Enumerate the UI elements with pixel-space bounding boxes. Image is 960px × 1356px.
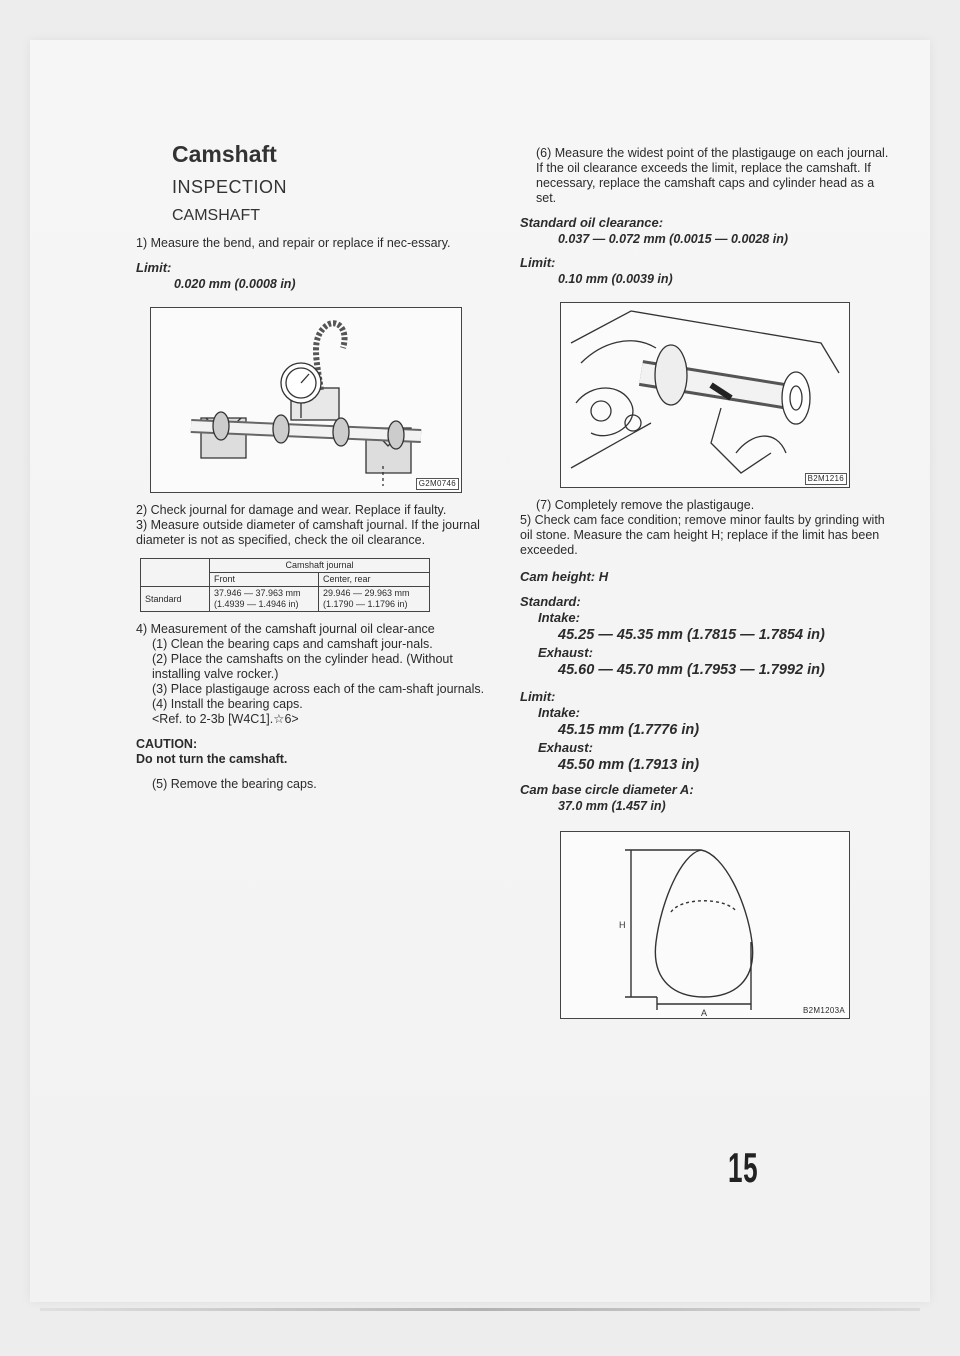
base-circle-label: Cam base circle diameter A: [520,782,694,797]
right-column [520,146,890,1019]
table-col-front: Front [210,573,319,587]
caution-text: Do not turn the camshaft. [136,752,288,766]
plastigauge-illustration [561,303,848,486]
caution-label: CAUTION: [136,737,198,751]
exhaust-limit-label: Exhaust: [538,740,593,755]
figure-code: B2M1203A [803,1006,845,1015]
exhaust-label: Exhaust: [538,645,593,660]
exhaust-limit: 45.50 mm (1.7913 in) [558,757,700,773]
figure-dial-gauge [150,307,462,493]
substep-2: (2) Place the camshafts on the cylinder head. (Without installing valve rocker.) [152,652,453,681]
table-row-label: Standard [141,587,210,612]
camshaft-heading: CAMSHAFT [172,207,260,224]
figure-code: G2M0746 [416,478,459,490]
step-5: 5) Check cam face condition; remove minor faults by grinding with oil stone. Measure the cam height H; replace if the limit has been exceeded. [520,513,885,557]
rear-in: (1.1790 — 1.1796 in) [323,599,408,609]
std-oil-clearance-value: 0.037 — 0.072 mm (0.0015 — 0.0028 in) [558,232,788,246]
standard-label: Standard: [520,594,581,609]
base-circle-value: 37.0 mm (1.457 in) [558,799,666,813]
bend-limit-value: 0.020 mm (0.0008 in) [174,277,296,291]
intake-standard: 45.25 — 45.35 mm (1.7815 — 1.7854 in) [558,627,825,643]
oil-clearance-limit-value: 0.10 mm (0.0039 in) [558,272,673,286]
substep-3: (3) Place plastigauge across each of the cam-shaft journals. [152,682,485,696]
table-cell-front [210,587,319,612]
substep-5: (5) Remove the bearing caps. [152,777,317,791]
intake-label: Intake: [538,610,580,625]
cam-limit-label: Limit: [520,689,556,704]
cam-profile-diagram [561,832,848,1017]
table-header: Camshaft journal [210,559,430,573]
table-cell-rear [319,587,430,612]
intake-limit-label: Intake: [538,705,580,720]
rear-mm: 29.946 — 29.963 mm [323,588,410,598]
step-3: 3) Measure outside diameter of camshaft journal. If the journal diameter is not as specified, check the oil clearance. [136,518,480,547]
substep-4-ref: <Ref. to 2-3b [W4C1].☆6> [152,712,299,726]
table-col-rear: Center, rear [319,573,430,587]
dimension-h-label: H [619,920,626,930]
step-2: 2) Check journal for damage and wear. Replace if faulty. [136,503,447,517]
page-number: 15 [728,1144,759,1191]
front-in: (1.4939 — 1.4946 in) [214,599,299,609]
journal-spec-table [140,558,430,612]
substep-1: (1) Clean the bearing caps and camshaft jour-nals. [152,637,433,651]
substep-7: (7) Completely remove the plastigauge. [536,498,755,512]
substep-6: (6) Measure the widest point of the plastigauge on each journal. [536,146,889,160]
dial-gauge-illustration [151,308,460,491]
step-1: 1) Measure the bend, and repair or replace if nec-essary. [136,236,451,250]
intake-limit: 45.15 mm (1.7776 in) [558,722,700,738]
figure-code: B2M1216 [805,473,847,485]
front-mm: 37.946 — 37.963 mm [214,588,301,598]
substep-4: (4) Install the bearing caps. [152,697,303,711]
figure-plastigauge [560,302,850,488]
inspection-heading: INSPECTION [172,177,288,197]
exhaust-standard: 45.60 — 45.70 mm (1.7953 — 1.7992 in) [558,662,825,678]
section-title: Camshaft [172,141,277,167]
left-column [136,140,488,792]
std-oil-clearance-label: Standard oil clearance: [520,215,664,230]
dimension-a-label: A [701,1008,708,1017]
page-bottom-rule [40,1308,920,1311]
figure-cam-profile [560,831,850,1019]
bend-limit-label: Limit: [136,260,172,275]
substep-6b: If the oil clearance exceeds the limit, replace the camshaft. If necessary, replace the camshaft caps and cylinder head as a set. [536,161,875,205]
cam-height-label: Cam height: H [520,569,609,584]
step-4: 4) Measurement of the camshaft journal oil clear-ance [136,622,435,636]
oil-clearance-limit-label: Limit: [520,255,556,270]
